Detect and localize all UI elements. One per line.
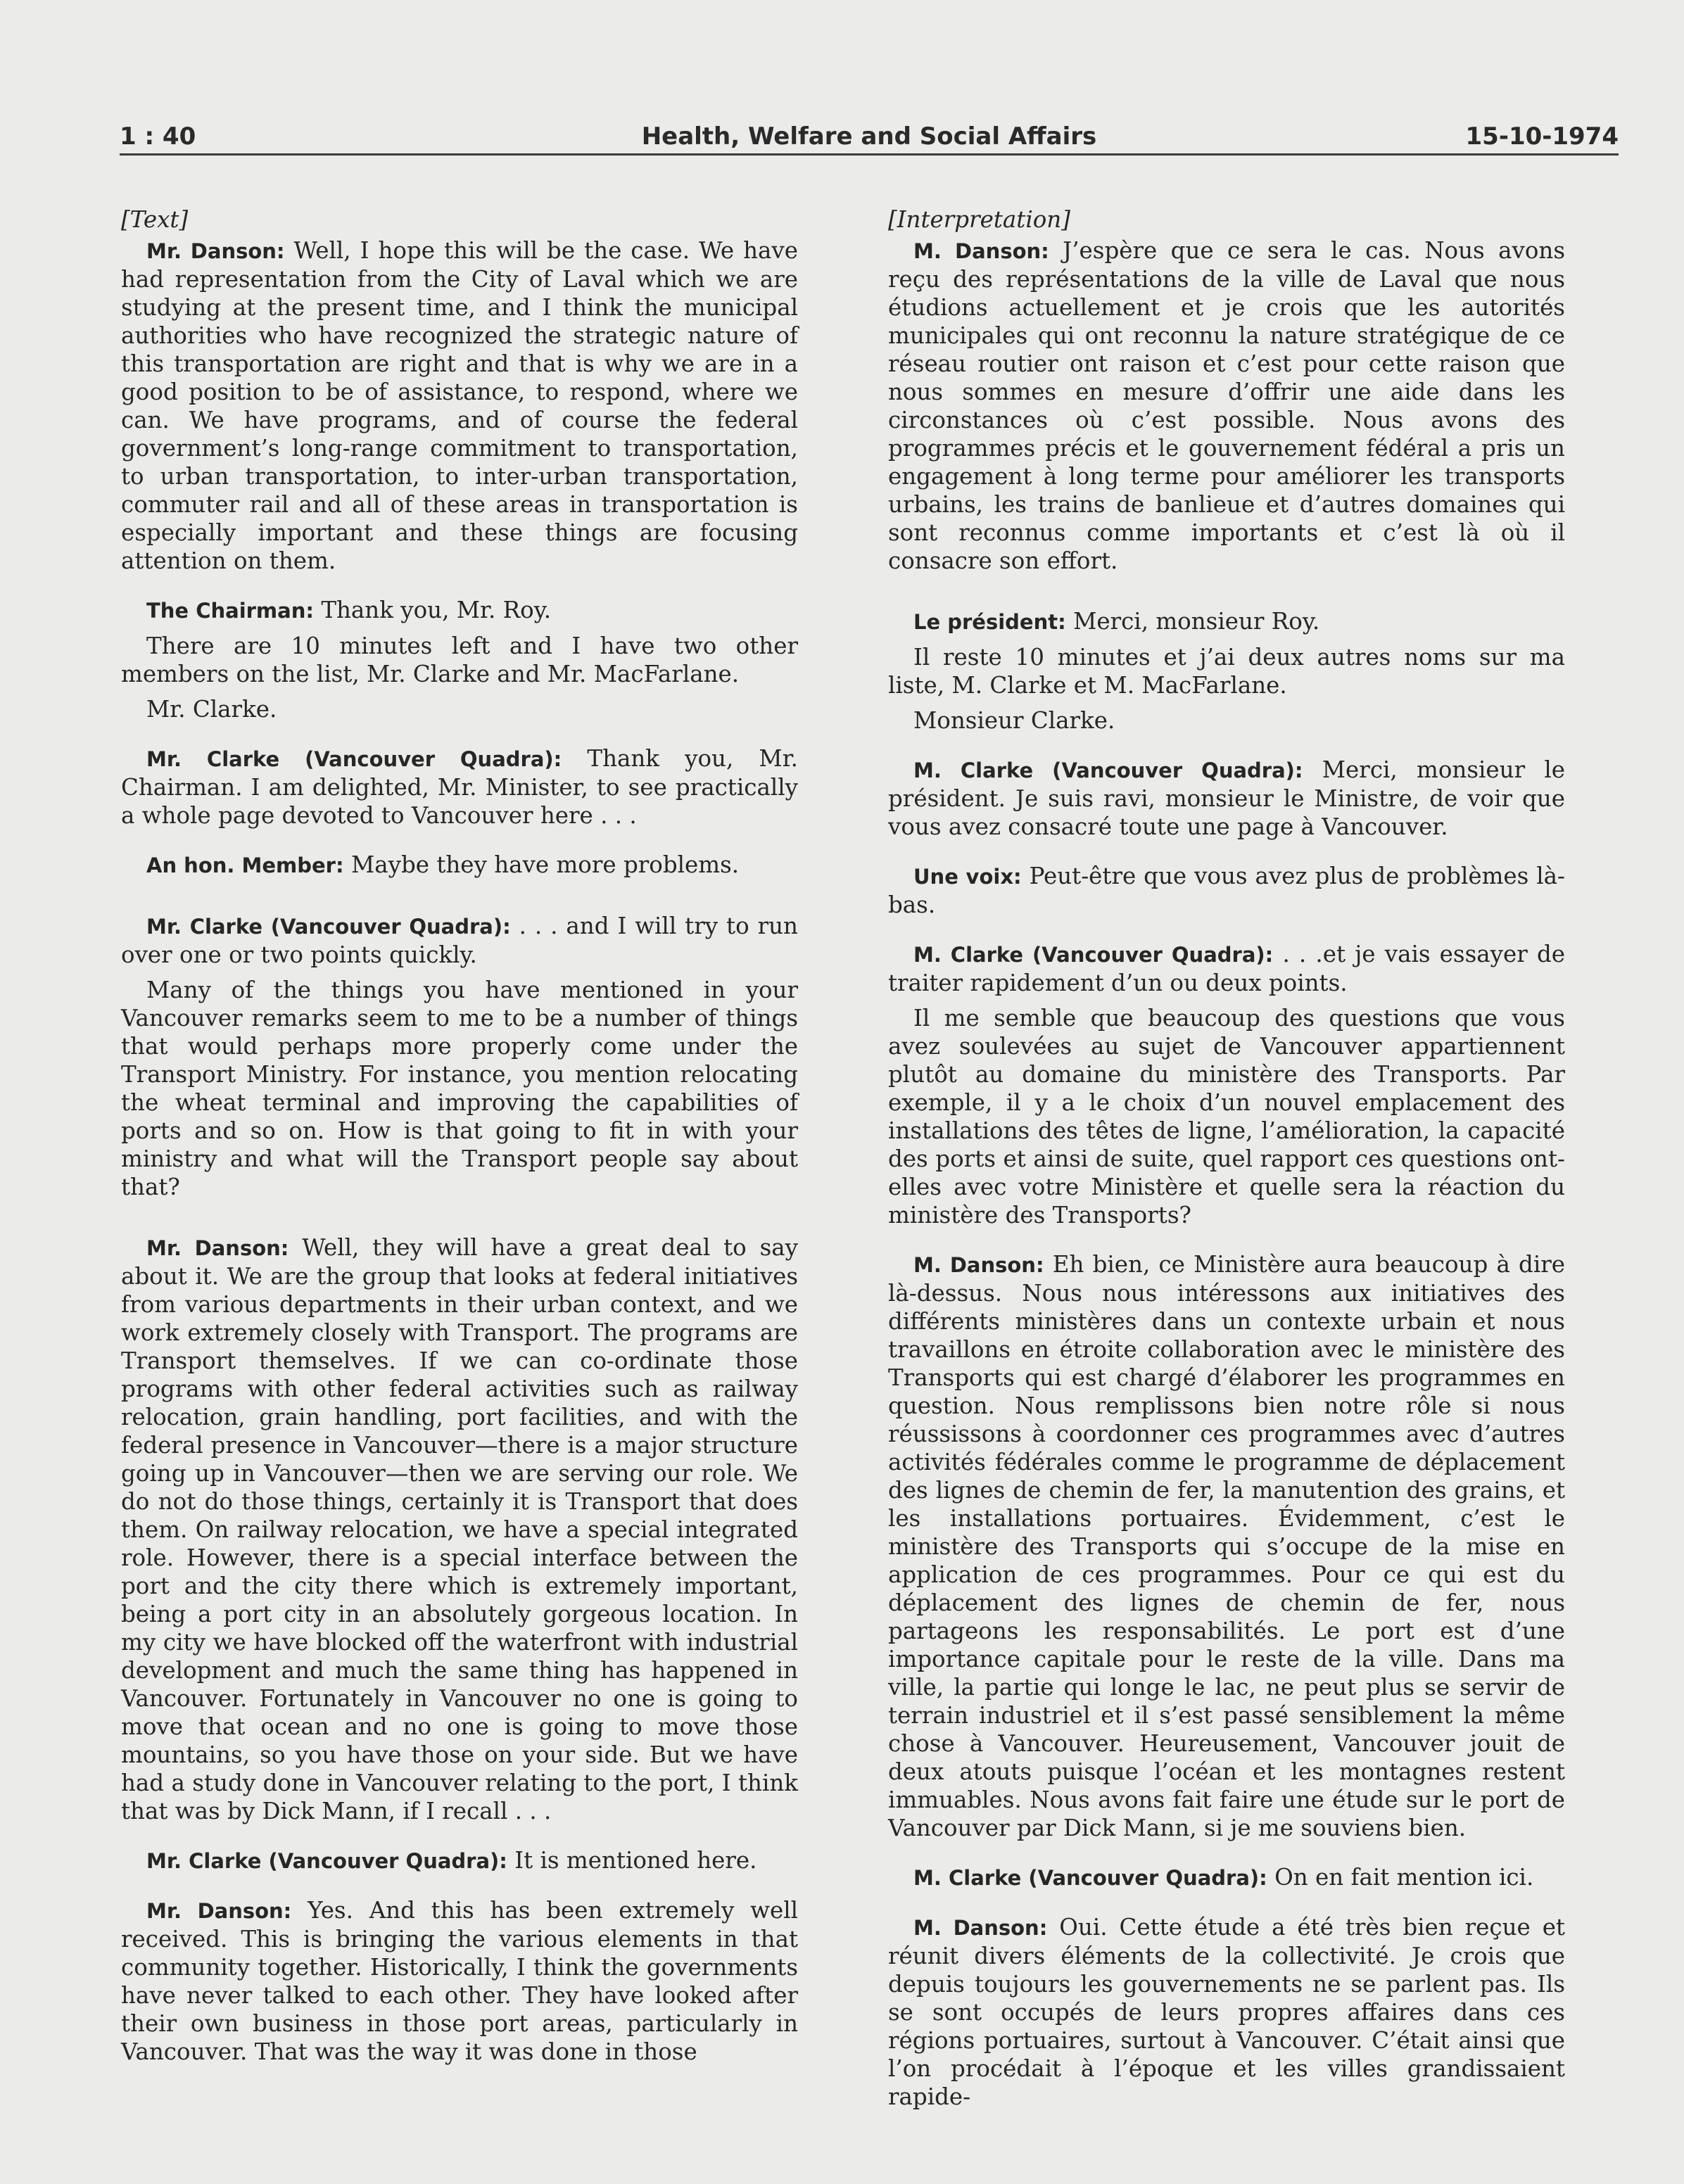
column-label: [Interpretation] [888,206,1070,233]
french-column [888,205,1565,2118]
header-title: Health, Welfare and Social Affairs [641,122,1097,151]
paragraph [888,1250,1565,1842]
paragraph-text: On en fait mention ici. [1274,1864,1534,1891]
paragraph-text: J’espère que ce sera le cas. Nous avons reçu des représentations de la ville de Laval que nous étudions actuellement et je crois que les autorités municipales qui ont reconnu la nature stratégique de ce réseau routier ont raison et c’est pour cette raison que nous sommes en mesure d’offrir une aide dans les circonstances où c’est possible. Nous avons des programmes précis et le gouvernement fédéral a pris un engagement à long terme pour améliorer les transports urbains, les trains de banlieue et d’autres domaines qui sont reconnus comme importants et c’est là où il consacre son effort. [888,237,1565,574]
paragraph-text: Maybe they have more problems. [350,851,740,878]
paragraph-text: Merci, monsieur Roy. [1073,608,1320,635]
speaker-name: M. Danson: [913,1916,1048,1940]
paragraph-text: Il me semble que beaucoup des questions que vous avez soulevées au sujet de Vancouver appartiennent plutôt au domaine du ministère des Transports. Par exemple, il y a le choix d’un nouvel emplacement des installations des têtes de ligne, l’amélioration, la capacité des ports et ainsi de suite, quel rapport ces questions ont-elles avec votre Ministère et quelle sera la réaction du ministère des Transports? [888,1005,1565,1228]
page-header [120,122,1619,155]
paragraph [121,1846,798,1875]
paragraph [121,596,798,625]
paragraph [121,1896,798,2066]
paragraph [888,1913,1565,2111]
paragraph-text: Thank you, Mr. Roy. [321,597,552,623]
speaker-name: M. Danson: [913,1253,1044,1277]
page-number: 1 : 40 [120,122,196,151]
speaker-name: An hon. Member: [146,853,344,877]
speaker-name: M. Clarke (Vancouver Quadra): [913,758,1303,782]
paragraph [888,643,1565,699]
paragraph-text: Oui. Cette étude a été très bien reçue et réunit divers éléments de la collectivité. Je crois que depuis toujours les gouvernements ne se parlent pas. Ils se sont occupés de leurs propres affaires dans ces régions portuaires, surtout à Vancouver. C’était ainsi que l’on procédait à l’époque et les villes grandissaient rapide- [888,1914,1565,2110]
header-date: 15-10-1974 [1465,122,1619,151]
paragraph-text: Monsieur Clarke. [913,707,1115,734]
paragraph [121,632,798,688]
speaker-name: Mr. Danson: [146,1236,289,1260]
speaker-name: Mr. Clarke (Vancouver Quadra): [146,747,562,771]
paragraph [121,744,798,830]
paragraph [888,236,1565,575]
speaker-name: Mr. Clarke (Vancouver Quadra): [146,1849,507,1873]
paragraph [121,851,798,880]
speaker-name: The Chairman: [146,599,314,623]
paragraph [888,607,1565,636]
paragraph-text: Thank you, Mr. Chairman. I am delighted, Mr. Minister, to see practically a whole page devoted to Vancouver here . . . [121,745,798,829]
paragraph [121,912,798,969]
paragraph [888,1004,1565,1229]
paragraph-text: . . .et je vais essayer de traiter rapidement d’un ou deux points. [888,941,1565,996]
paragraph [888,940,1565,997]
speaker-name: Mr. Clarke (Vancouver Quadra): [146,915,511,939]
paragraph [121,236,798,575]
speaker-name: Le président: [913,610,1066,634]
paragraph-text: Mr. Clarke. [146,696,277,723]
speaker-name: Une voix: [913,865,1022,889]
paragraph-text: . . . and I will try to run over one or two points quickly. [121,913,798,968]
paragraph-text: Well, I hope this will be the case. We have had representation from the City of Laval which we are studying at the present time, and I think the municipal authorities who have recognized the strategic nature of this transportation are right and that is why we are in a good position to be of assistance, to respond, where we can. We have programs, and of course the federal government’s long-range commitment to transportation, to urban transportation, to inter-urban transportation, commuter rail and all of these areas in transportation is especially important and these things are focusing attention on them. [121,237,798,574]
paragraph-text: Peut-être que vous avez plus de problèmes là-bas. [888,863,1565,918]
speaker-name: M. Clarke (Vancouver Quadra): [913,1866,1267,1890]
paragraph-text: It is mentioned here. [514,1847,757,1874]
paragraph-text: Yes. And this has been extremely well received. This is bringing the various elements in that community together. Historically, I think the governments have never talked to each other. They have looked after their own business in those port areas, particularly in Vancouver. That was the way it was done in those [121,1897,798,2065]
paragraph [888,1863,1565,1892]
paragraph-text: Il reste 10 minutes et j’ai deux autres noms sur ma liste, M. Clarke et M. MacFarlane. [888,644,1565,699]
paragraph-text: Well, they will have a great deal to say about it. We are the group that looks at federal initiatives from various departments in their urban context, and we work extremely closely with Transport. The programs are Transport themselves. If we can co-ordinate those programs with other federal activities such as railway relocation, grain handling, port facilities, and with the federal presence in Vancouver—there is a major structure going up in Vancouver—then we are serving our role. We do not do those things, certainly it is Transport that does them. On railway relocation, we have a special integrated role. However, there is a special interface between the port and the city there which is extremely important, being a port city in an absolutely gorgeous location. In my city we have blocked off the waterfront with industrial development and much the same thing has happened in Vancouver. Fortunately in Vancouver no one is going to move that ocean and no one is going to move those mountains, so you have those on your side. But we have had a study done in Vancouver relating to the port, I think that was by Dick Mann, if I recall . . . [121,1234,798,1824]
paragraph [121,695,798,723]
speaker-name: Mr. Danson: [146,239,285,263]
paragraph [121,976,798,1201]
paragraph [121,1233,798,1825]
paragraph-text: Merci, monsieur le président. Je suis ravi, monsieur le Ministre, de voir que vous avez consacré toute une page à Vancouver. [888,756,1565,840]
speaker-name: M. Danson: [913,239,1049,263]
english-column [121,205,798,2073]
paragraph-text: Many of the things you have mentioned in your Vancouver remarks seem to me to be a number of things that would perhaps more properly come under the Transport Ministry. For instance, you mention relocating the wheat terminal and improving the capabilities of ports and so on. How is that going to fit in with your ministry and what will the Transport people say about that? [121,977,798,1200]
column-label: [Text] [121,206,189,233]
speaker-name: Mr. Danson: [146,1899,292,1923]
paragraph [888,862,1565,919]
paragraph-text: There are 10 minutes left and I have two other members on the list, Mr. Clarke and Mr. MacFarlane. [121,633,798,687]
paragraph-text: Eh bien, ce Ministère aura beaucoup à dire là-dessus. Nous nous intéressons aux initiatives des différents ministères dans un contexte urbain et nous travaillons en étroite collaboration avec le ministère des Transports qui est chargé d’élaborer les programmes en question. Nous remplissons bien notre rôle si nous réussissons à coordonner ces programmes avec d’autres activités fédérales comme le programme de déplacement des lignes de chemin de fer, la manutention des grains, et les installations portuaires. Évidemment, c’est le ministère des Transports qui s’occupe de la mise en application de ces programmes. Pour ce qui est du déplacement des lignes de chemin de fer, nous partageons les responsabilités. Le port est d’une importance capitale pour le reste de la ville. Dans ma ville, la partie qui longe le lac, ne peut plus se servir de terrain industriel et il s’est passé sensiblement la même chose à Vancouver. Heureusement, Vancouver jouit de deux atouts puisque l’océan et les montagnes restent immuables. Nous avons fait faire une étude sur le port de Vancouver par Dick Mann, si je me souviens bien. [888,1251,1565,1841]
speaker-name: M. Clarke (Vancouver Quadra): [913,943,1274,967]
paragraph [888,756,1565,841]
paragraph [888,706,1565,735]
